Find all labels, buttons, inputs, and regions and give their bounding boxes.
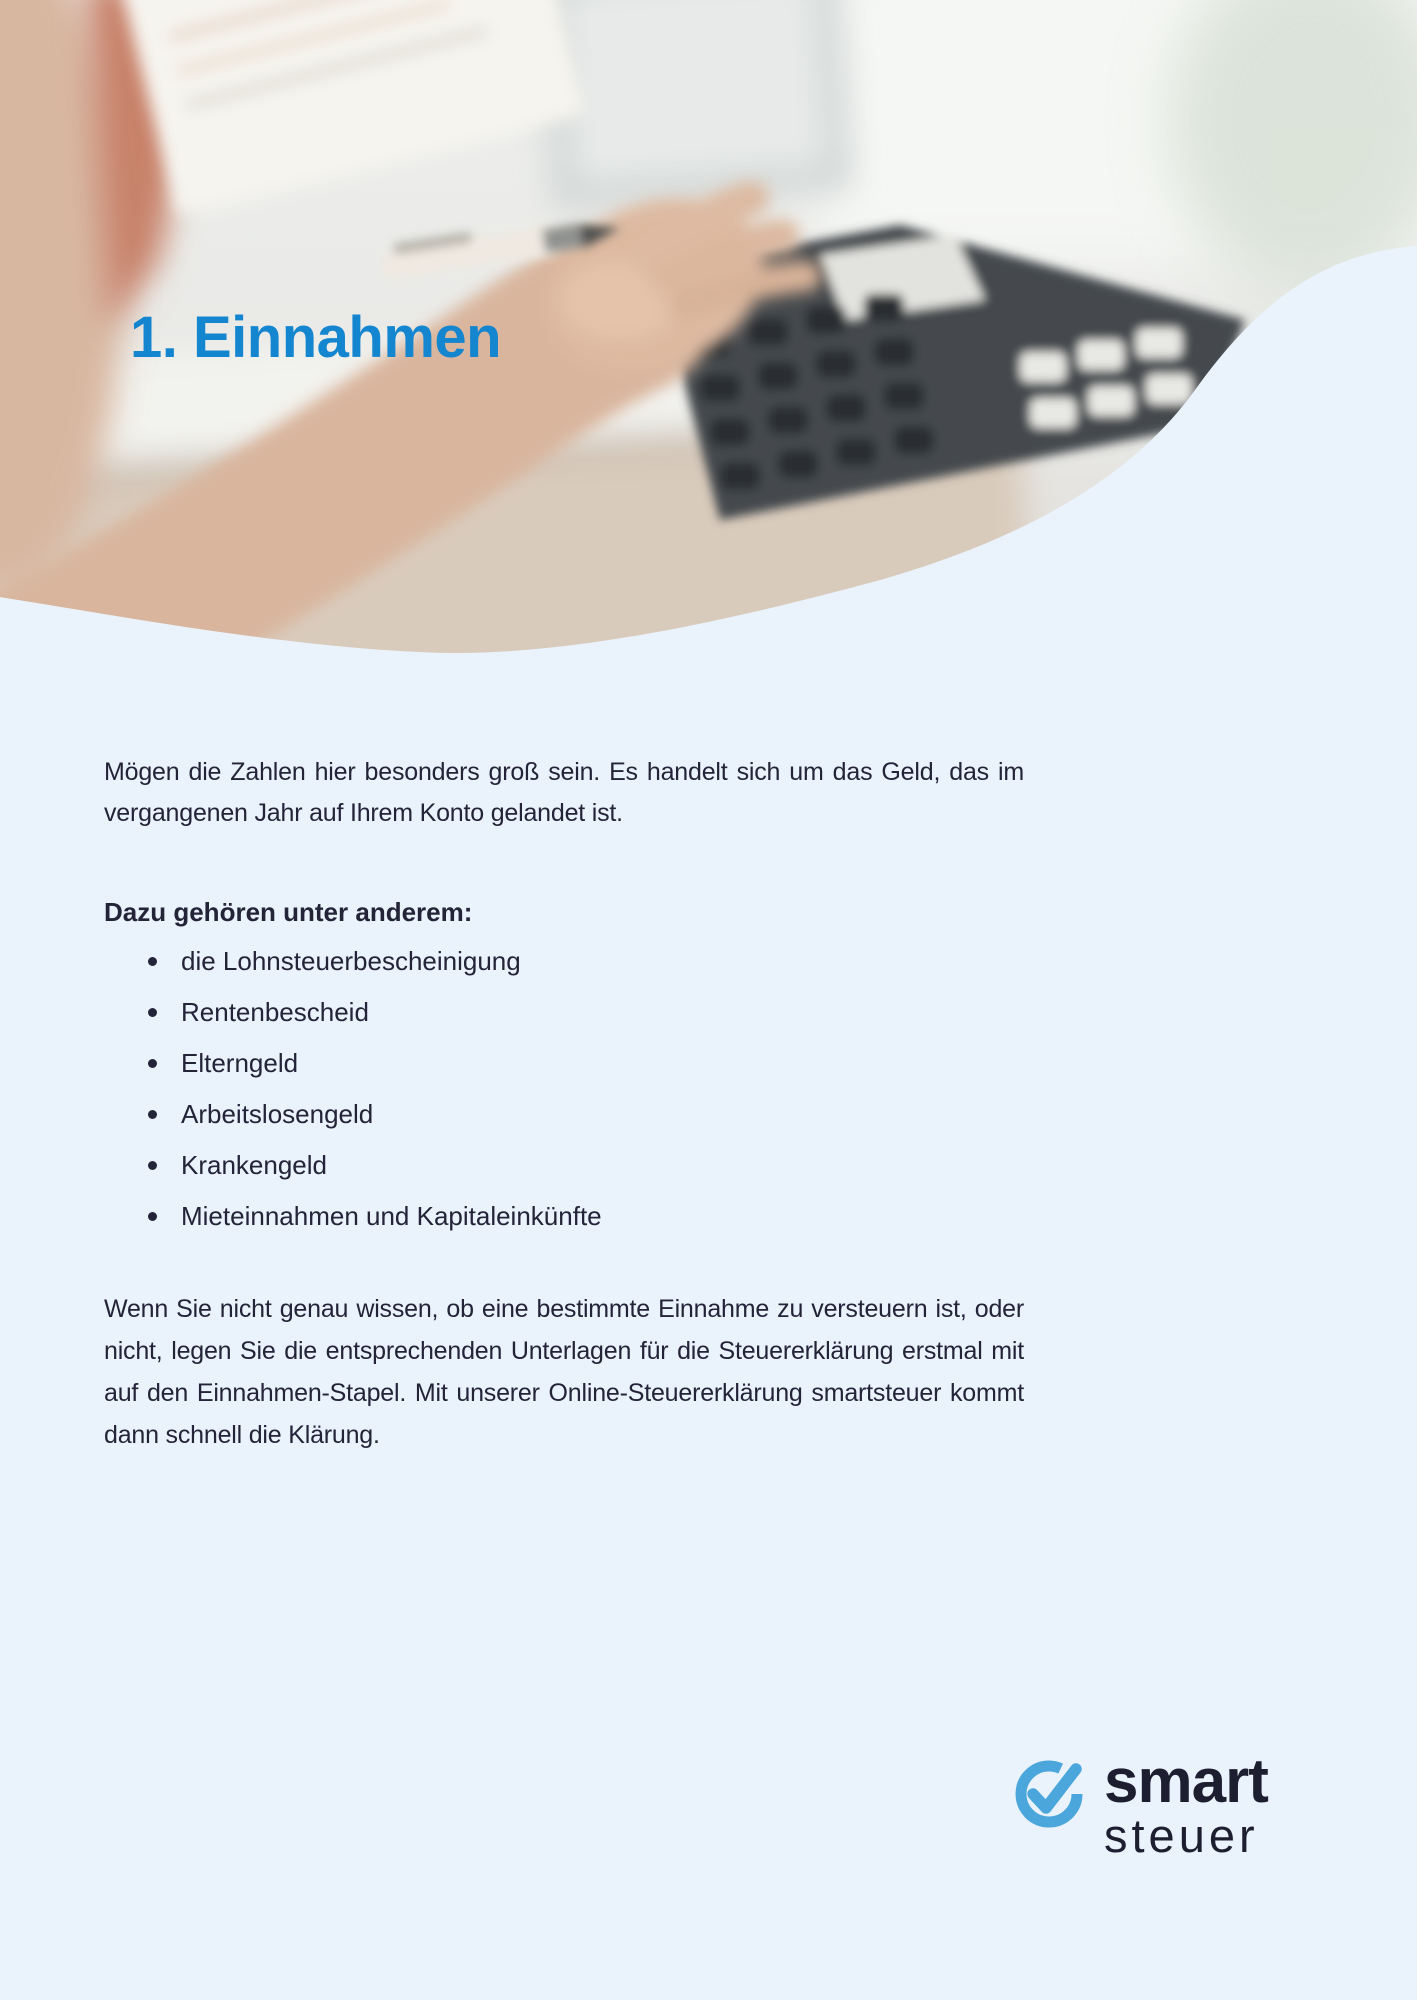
check-circle-icon: [1012, 1753, 1090, 1831]
list-item: [104, 936, 602, 987]
intro-paragraph: Mögen die Zahlen hier besonders groß sein. Es handelt sich um das Geld, das im vergangenen Jahr auf Ihrem Konto gelandet ist.: [104, 758, 1024, 827]
list-item: [104, 987, 602, 1038]
list-item-label: Elterngeld: [181, 1048, 299, 1078]
outro-paragraph: Wenn Sie nicht genau wissen, ob eine bestimmte Einnahme zu versteuern ist, oder nicht, legen Sie die entsprechenden Unterlagen für die Steuererklärung erstmal mit auf den Einnahmen-Stapel. Mit unserer Online-Steuererklärung smartsteuer kommt dann schnell die Klärung.: [104, 1295, 1024, 1449]
list-item-label: Mieteinnahmen und Kapitaleinkünfte: [181, 1201, 602, 1231]
list-heading: Dazu gehören unter anderem:: [104, 897, 473, 927]
bullet-icon: [148, 1059, 157, 1068]
list-item-label: die Lohnsteuerbescheinigung: [181, 946, 521, 976]
bullet-icon: [148, 1161, 157, 1170]
page-title: 1. Einnahmen: [130, 305, 502, 370]
bullet-icon: [148, 1110, 157, 1119]
bullet-icon: [148, 1008, 157, 1017]
logo-word-smart: smart: [1104, 1747, 1268, 1816]
list-item: [104, 1089, 602, 1140]
logo-word-steuer: steuer: [1104, 1809, 1259, 1862]
list-item-label: Rentenbescheid: [181, 997, 369, 1027]
bullet-icon: [148, 1212, 157, 1221]
photo-laptop: [536, 0, 852, 210]
list-item: [104, 1038, 602, 1089]
bullet-icon: [148, 957, 157, 966]
brand-logo: [1012, 1747, 1268, 1862]
logo-wordmark: [1104, 1747, 1268, 1862]
list-item-label: Krankengeld: [181, 1150, 327, 1180]
list-item: [104, 1140, 602, 1191]
list-item: [104, 1191, 602, 1242]
bullet-list: [104, 936, 602, 1242]
list-item-label: Arbeitslosengeld: [181, 1099, 374, 1129]
